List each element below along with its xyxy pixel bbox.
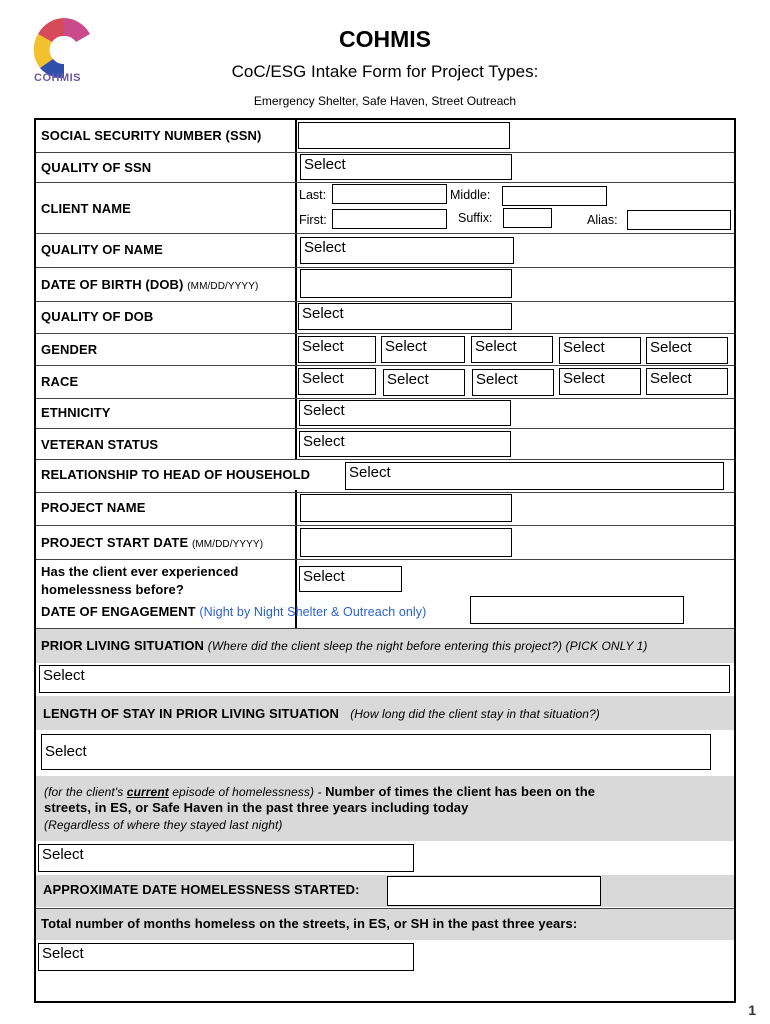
middle-name-label: Middle: [450, 188, 491, 202]
divider [36, 233, 734, 234]
divider [36, 182, 734, 183]
quality-dob-label: QUALITY OF DOB [41, 309, 154, 324]
ethnicity-select[interactable]: Select [299, 400, 511, 426]
race-select[interactable]: Select [472, 369, 554, 396]
gender-select[interactable]: Select [471, 336, 553, 363]
project-name-input[interactable] [300, 494, 512, 522]
last-name-input[interactable] [332, 184, 447, 204]
race-label: RACE [41, 374, 79, 389]
ssn-input[interactable] [298, 122, 510, 149]
divider [36, 365, 734, 366]
prior-living-label: PRIOR LIVING SITUATION (Where did the client sleep the night before entering this project?) (PICK ONLY 1) [41, 638, 648, 653]
times-homeless-select[interactable]: Select [38, 844, 414, 872]
logo-text: COHMIS [34, 72, 81, 84]
project-name-label: PROJECT NAME [41, 500, 146, 515]
alias-label: Alias: [587, 213, 618, 227]
divider [36, 559, 734, 560]
length-stay-select[interactable]: Select [41, 734, 711, 770]
divider [36, 628, 734, 629]
total-months-label: Total number of months homeless on the streets, in ES, or SH in the past three years: [41, 916, 578, 931]
quality-name-select[interactable]: Select [300, 237, 514, 264]
times-homeless-note: (Regardless of where they stayed last night) [44, 818, 283, 832]
page-number: 1 [748, 1002, 756, 1018]
gender-label: GENDER [41, 342, 98, 357]
divider [36, 398, 734, 399]
homeless-before-label: Has the client ever experienced [41, 564, 239, 579]
homeless-before-select[interactable]: Select [299, 566, 402, 592]
divider [36, 152, 734, 153]
homeless-before-label: homelessness before? [41, 582, 184, 597]
race-select[interactable]: Select [646, 368, 728, 395]
prior-living-select[interactable]: Select [39, 665, 730, 693]
approx-date-label: APPROXIMATE DATE HOMELESSNESS STARTED: [43, 882, 360, 897]
divider [36, 428, 734, 429]
last-name-label: Last: [299, 188, 327, 202]
project-start-input[interactable] [300, 528, 512, 557]
gender-select[interactable]: Select [298, 336, 376, 363]
quality-name-label: QUALITY OF NAME [41, 242, 163, 257]
quality-dob-select[interactable]: Select [298, 303, 512, 330]
ssn-label: SOCIAL SECURITY NUMBER (SSN) [41, 128, 262, 143]
total-months-select[interactable]: Select [38, 943, 414, 971]
middle-name-input[interactable] [502, 186, 607, 206]
intake-form [34, 118, 736, 1003]
first-name-input[interactable] [332, 209, 447, 229]
gender-select[interactable]: Select [559, 337, 641, 364]
project-types: Emergency Shelter, Safe Haven, Street Outreach [253, 94, 517, 108]
form-subtitle: CoC/ESG Intake Form for Project Types: [231, 62, 539, 81]
suffix-input[interactable] [503, 208, 552, 228]
divider [36, 301, 734, 302]
divider [295, 120, 297, 460]
ethnicity-label: ETHNICITY [41, 405, 111, 420]
dob-input[interactable] [300, 269, 512, 298]
veteran-label: VETERAN STATUS [41, 437, 159, 452]
quality-ssn-select[interactable]: Select [300, 154, 512, 180]
times-homeless-label: (for the client's current episode of homelessness) - Number of times the client has been on the [44, 784, 596, 799]
gender-select[interactable]: Select [381, 336, 465, 363]
divider [36, 333, 734, 334]
divider [36, 525, 734, 526]
alias-input[interactable] [627, 210, 731, 230]
approx-date-input[interactable] [387, 876, 601, 906]
dob-label: DATE OF BIRTH (DOB) (MM/DD/YYYY) [41, 277, 259, 292]
length-stay-label: LENGTH OF STAY IN PRIOR LIVING SITUATION (How long did the client stay in that situation?) [43, 706, 600, 721]
veteran-select[interactable]: Select [299, 431, 511, 457]
divider [36, 492, 734, 493]
project-start-label: PROJECT START DATE (MM/DD/YYYY) [41, 535, 264, 550]
gender-select[interactable]: Select [646, 337, 728, 364]
page-title: COHMIS [339, 26, 431, 52]
race-select[interactable]: Select [383, 369, 465, 396]
engagement-label: DATE OF ENGAGEMENT (Night by Night Shelter & Outreach only) [41, 604, 427, 619]
race-select[interactable]: Select [298, 368, 376, 395]
suffix-label: Suffix: [458, 211, 493, 225]
first-name-label: First: [299, 213, 327, 227]
divider [36, 267, 734, 268]
race-select[interactable]: Select [559, 368, 641, 395]
engagement-date-input[interactable] [470, 596, 684, 624]
relationship-label: RELATIONSHIP TO HEAD OF HOUSEHOLD [41, 467, 311, 482]
divider [36, 908, 734, 909]
divider [36, 459, 734, 460]
client-name-label: CLIENT NAME [41, 201, 131, 216]
relationship-select[interactable]: Select [345, 462, 724, 490]
quality-ssn-label: QUALITY OF SSN [41, 160, 152, 175]
times-homeless-label: streets, in ES, or Safe Haven in the past three years including today [44, 800, 469, 815]
